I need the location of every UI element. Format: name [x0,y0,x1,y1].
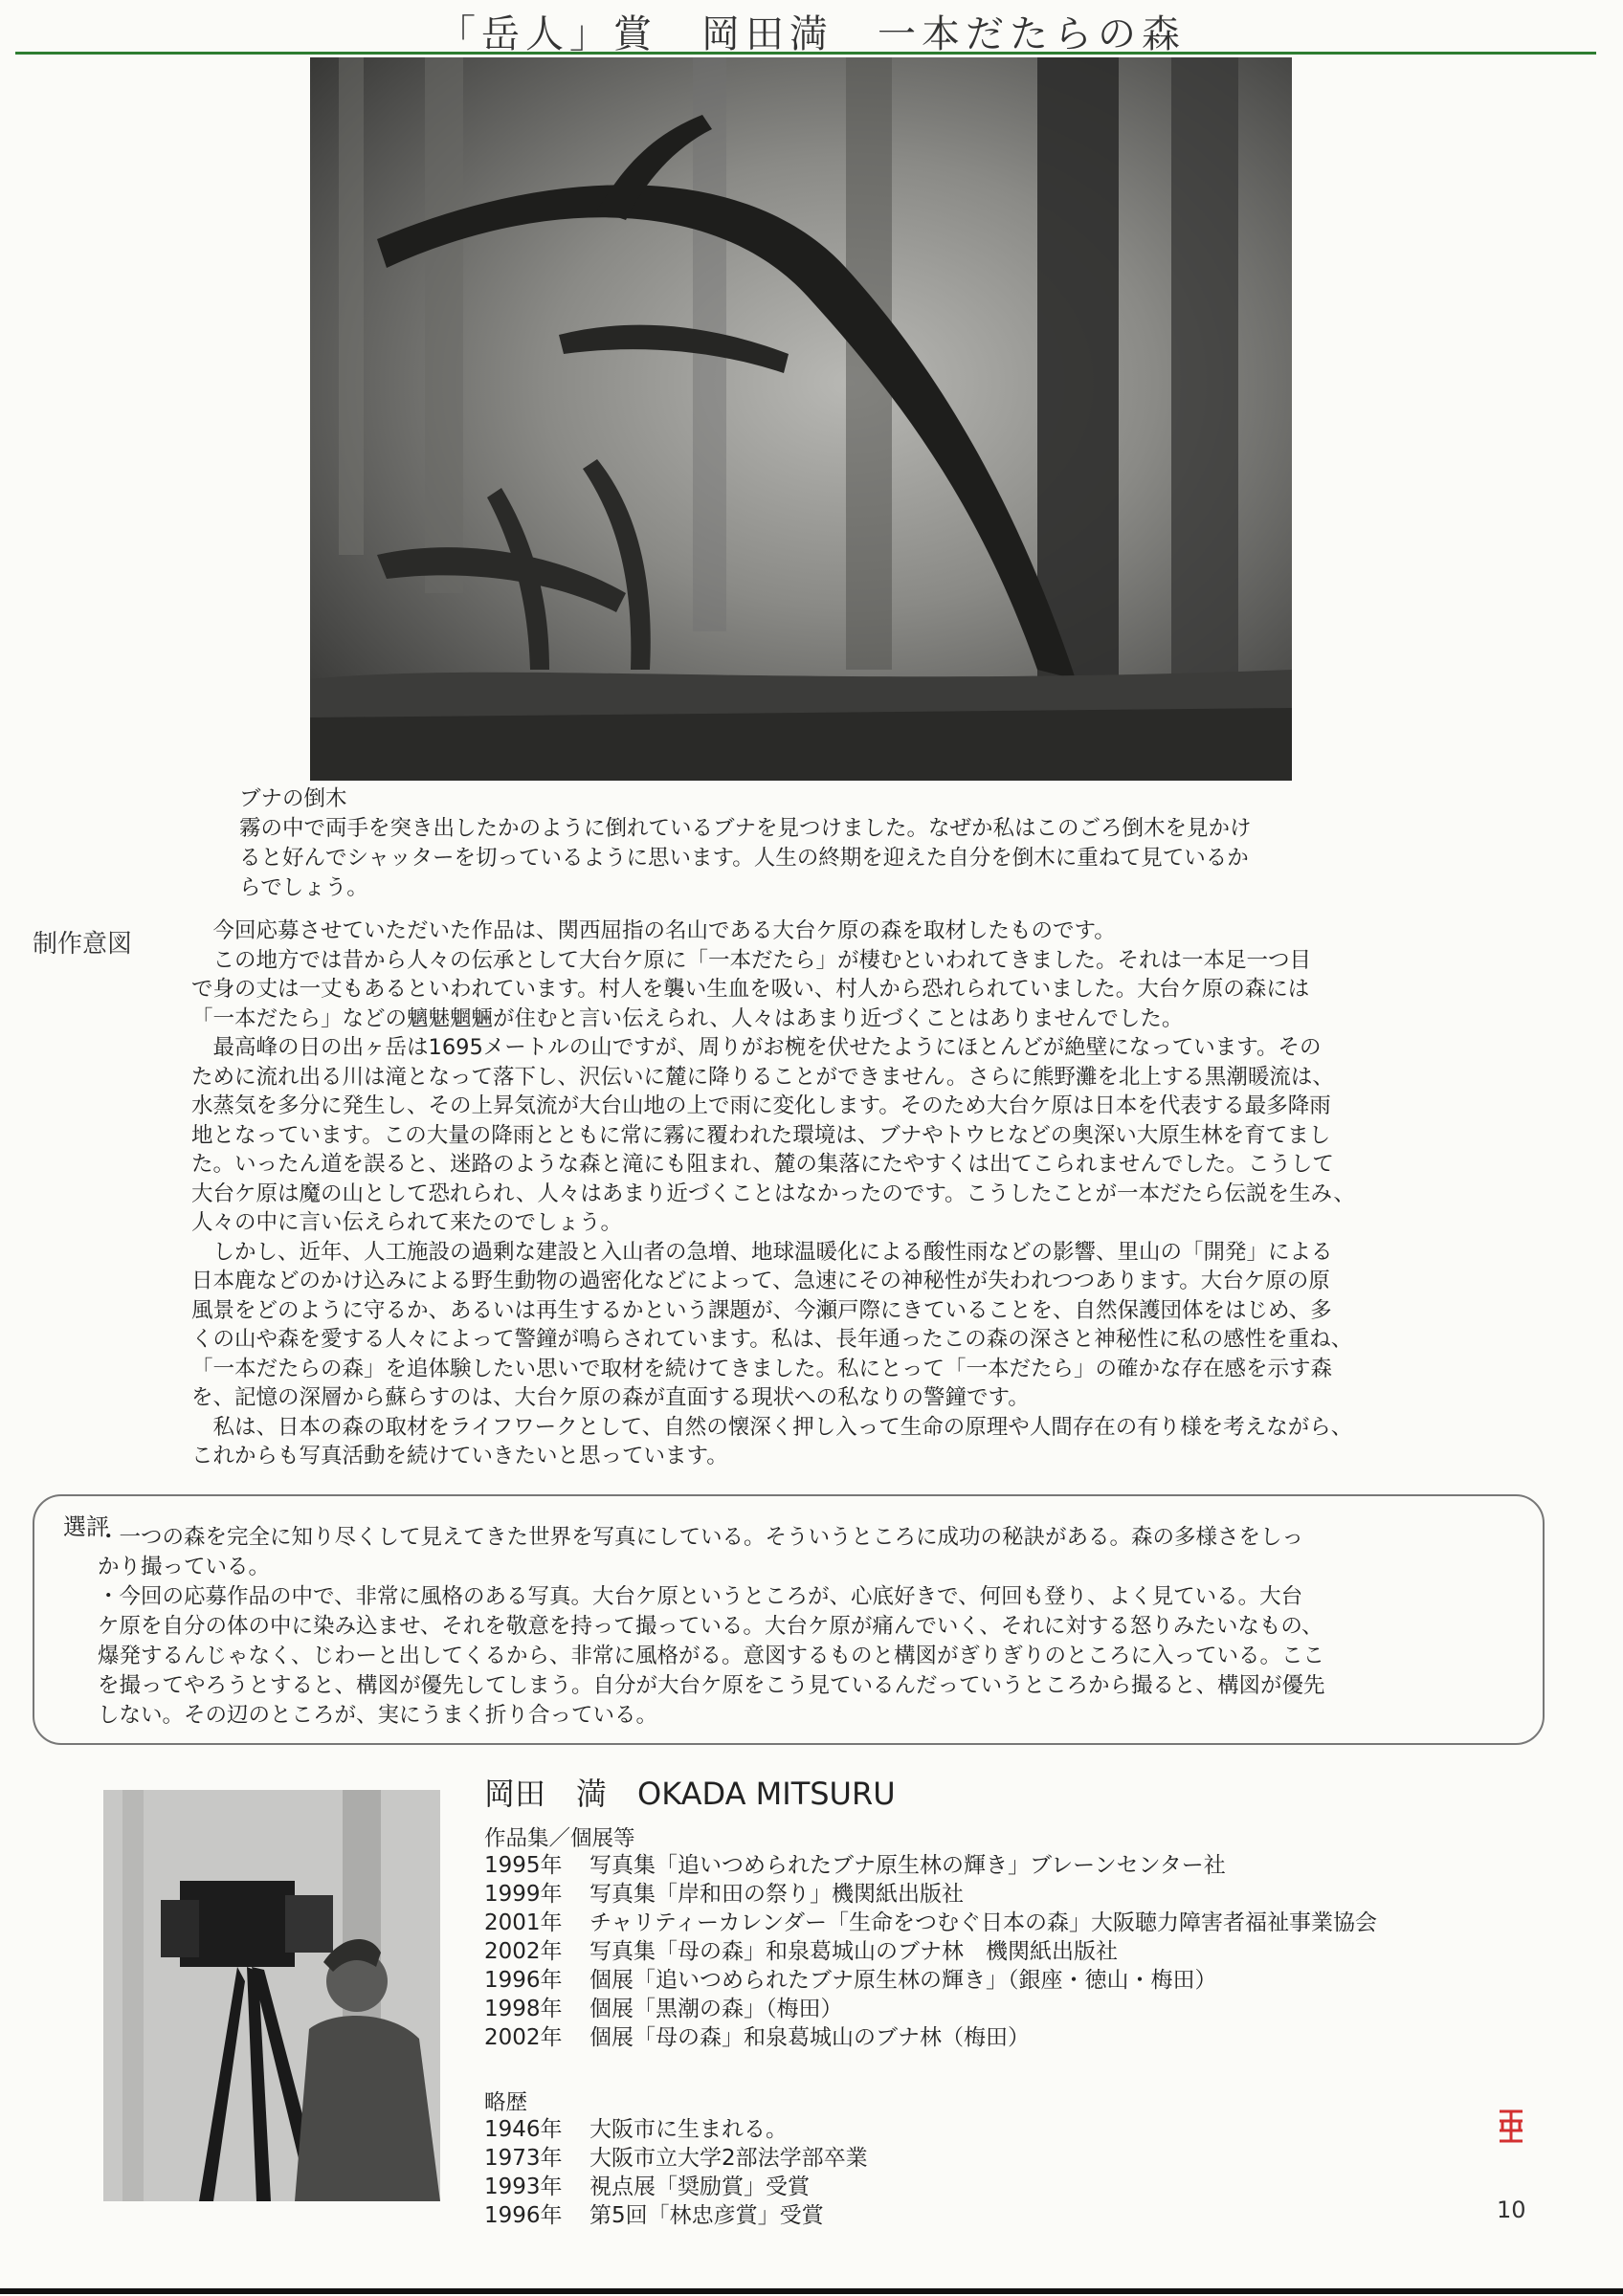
entry-text: チャリティーカレンダー「生命をつむぐ日本の森」大阪聴力障害者福祉事業協会 [589,1910,1378,1935]
works-entry [484,1995,1377,2023]
entry-text: 個展「黒潮の森」（梅田） [589,1997,843,2021]
intent-line: 今回応募させていただいた作品は、関西屈指の名山である大台ケ原の森を取材したものです。 [191,918,1116,943]
bio-entry [484,2115,868,2144]
entry-year: 1993年 [484,2175,563,2199]
entry-year: 2001年 [484,1910,563,1935]
page-title: 「岳人」賞 岡田満 一本だたらの森 [437,12,1186,56]
fallen-beech-photo [310,57,1292,781]
entry-text: 写真集「追いつめられたブナ原生林の輝き」ブレーンセンター社 [589,1853,1226,1878]
entry-text: 第5回「林忠彦賞」受賞 [589,2203,824,2228]
entry-year: 2002年 [484,2025,563,2050]
intent-line: 風景をどのように守るか、あるいは再生するかという課題が、今瀬戸際にきていることを、自然保護団体をはじめ、多 [191,1297,1332,1323]
intent-line: 私は、日本の森の取材をライフワークとして、自然の懐深く押し入って生命の原理や人間存在の有り様を考えながら、 [191,1414,1353,1440]
entry-year: 1996年 [484,1968,563,1993]
entry-year: 1998年 [484,1997,563,2021]
caption-line: ると好んでシャッターを切っているように思います。人生の終期を迎えた自分を倒木に重ねて見ているか [239,846,1249,871]
intent-line: 地となっています。この大量の降雨とともに常に霧に覆われた環境は、ブナやトウヒなどの奥深い大原生林を育てまし [191,1122,1331,1148]
intent-line: 人々の中に言い伝えられて来たのでしょう。 [191,1210,623,1235]
intent-line: 日本鹿などのかけ込みによる野生動物の過密化などによって、急速にその神秘性が失われつつあります。大台ケ原の原 [191,1269,1330,1293]
intent-line: ために流れ出る川は滝となって落下し、沢伝いに麓に降りることができません。さらに熊野灘を北上する黒潮暖流は、 [191,1064,1334,1090]
works-entry [484,1966,1377,1995]
intent-line: しかし、近年、人工施設の過剰な建設と入山者の急増、地球温暖化による酸性雨などの影響、里山の「開発」による [191,1239,1333,1265]
intent-line: を、記憶の深層から蘇らすのは、大台ケ原の森が直面する現状への私なりの警鐘です。 [191,1385,1030,1410]
intent-line: 「一本だたらの森」を追体験したい思いで取材を続けてきました。私にとって「一本だたら」の確かな存在感を示す森 [191,1356,1333,1381]
works-entry [484,1937,1377,1966]
review-line: を撮ってやろうとすると、構図が優先してしまう。自分が大台ケ原をこう見ているんだっていうところから撮ると、構図が優先 [98,1673,1325,1698]
publisher-mark-icon [1497,2107,1525,2145]
photographer-name: 岡田 満 OKADA MITSURU [484,1776,896,1812]
entry-text: 写真集「岸和田の祭り」機関紙出版社 [589,1882,964,1907]
review-line: しない。その辺のところが、実にうまく折り合っている。 [98,1703,658,1728]
entry-text: 大阪市に生まれる。 [589,2117,788,2142]
works-entry [484,2023,1377,2052]
intent-line: で身の丈は一丈もあるといわれています。村人を襲い生血を吸い、村人から恐れられていました。大台ケ原の森には [191,977,1310,1002]
intent-line: くの山や森を愛する人々によって警鐘が鳴らされています。私は、長年通ったこの森の深さと神秘性に私の感性を重ね、 [191,1327,1353,1352]
review-line: かり撮っている。 [98,1555,271,1579]
intent-line: 最高峰の日の出ヶ岳は1695メートルの山ですが、周りがお椀を伏せたようにほとんどが絶壁になっています。その [191,1035,1322,1060]
intent-line: これからも写真活動を続けていきたいと思っています。 [191,1444,728,1468]
entry-text: 写真集「母の森」和泉葛城山のブナ林 機関紙出版社 [589,1939,1118,1964]
photo-caption [239,784,1407,903]
review-label: 選評 [63,1513,109,1540]
intent-line: 「一本だたら」などの魑魅魍魎が住むと言い伝えられ、人々はあまり近づくことはありませんでした。 [191,1005,1184,1031]
intent-label: 制作意図 [33,930,133,959]
entry-text: 個展「追いつめられたブナ原生林の輝き」（銀座・徳山・梅田） [589,1968,1217,1993]
review-line: ・今回の応募作品の中で、非常に風格のある写真。大台ケ原というところが、心底好きで、何回も登り、よく見ている。大台 [98,1584,1303,1609]
review-line: ケ原を自分の体の中に染み込ませ、それを敬意を持って撮っている。大台ケ原が痛んでいく、それに対する怒りみたいなもの、 [98,1614,1323,1639]
intent-body [191,916,1531,1471]
entry-year: 1996年 [484,2203,563,2228]
entry-year: 1995年 [484,1853,563,1878]
caption-title: ブナの倒木 [239,786,347,811]
entry-text: 個展「母の森」和泉葛城山のブナ林（梅田） [589,2025,1030,2050]
bio-heading: 略歴 [484,2090,528,2115]
header-divider [15,52,1596,55]
works-list [484,1851,1377,2052]
entry-year: 1973年 [484,2146,563,2171]
caption-line: 霧の中で両手を突き出したかのように倒れているブナを見つけました。なぜか私はこのごろ倒木を見かけ [239,816,1252,841]
bottom-edge-rule [0,2288,1623,2294]
bio-entry [484,2201,868,2230]
intent-line: た。いったん道を誤ると、迷路のような森と滝にも阻まれ、麓の集落にたやすくは出てこられませんでした。こうして [191,1152,1334,1177]
works-entry [484,1909,1377,1937]
intent-line: 水蒸気を多分に発生し、その上昇気流が大台山地の上で雨に変化します。そのため大台ケ原は日本を代表する最多降雨 [191,1093,1331,1118]
works-heading: 作品集／個展等 [484,1826,635,1851]
review-line: 爆発するんじゃなく、じわーと出してくるから、非常に風格がる。意図するものと構図がぎりぎりのところに入っている。ここ [98,1644,1325,1668]
works-entry [484,1851,1377,1880]
photographer-portrait [103,1790,440,2201]
intent-line: この地方では昔から人々の伝承として大台ケ原に「一本だたら」が棲むといわれてきました。それは一本足一つ目 [191,947,1312,973]
entry-year: 1946年 [484,2117,563,2142]
caption-line: らでしょう。 [239,875,368,900]
review-line: ・一つの森を完全に知り尽くして見えてきた世界を写真にしている。そういうところに成功の秘訣がある。森の多様さをしっ [98,1525,1304,1550]
review-body [98,1523,1533,1731]
intent-line: 大台ケ原は魔の山として恐れられ、人々はあまり近づくことはなかったのです。こうしたことが一本だたら伝説を生み、 [191,1181,1355,1206]
entry-text: 視点展「奨励賞」受賞 [589,2175,810,2199]
works-entry [484,1880,1377,1909]
entry-year: 2002年 [484,1939,563,1964]
bio-entry [484,2144,868,2173]
bio-entry [484,2173,868,2201]
entry-year: 1999年 [484,1882,563,1907]
page-number: 10 [1497,2197,1526,2223]
bio-list [484,2115,868,2230]
entry-text: 大阪市立大学2部法学部卒業 [589,2146,868,2171]
